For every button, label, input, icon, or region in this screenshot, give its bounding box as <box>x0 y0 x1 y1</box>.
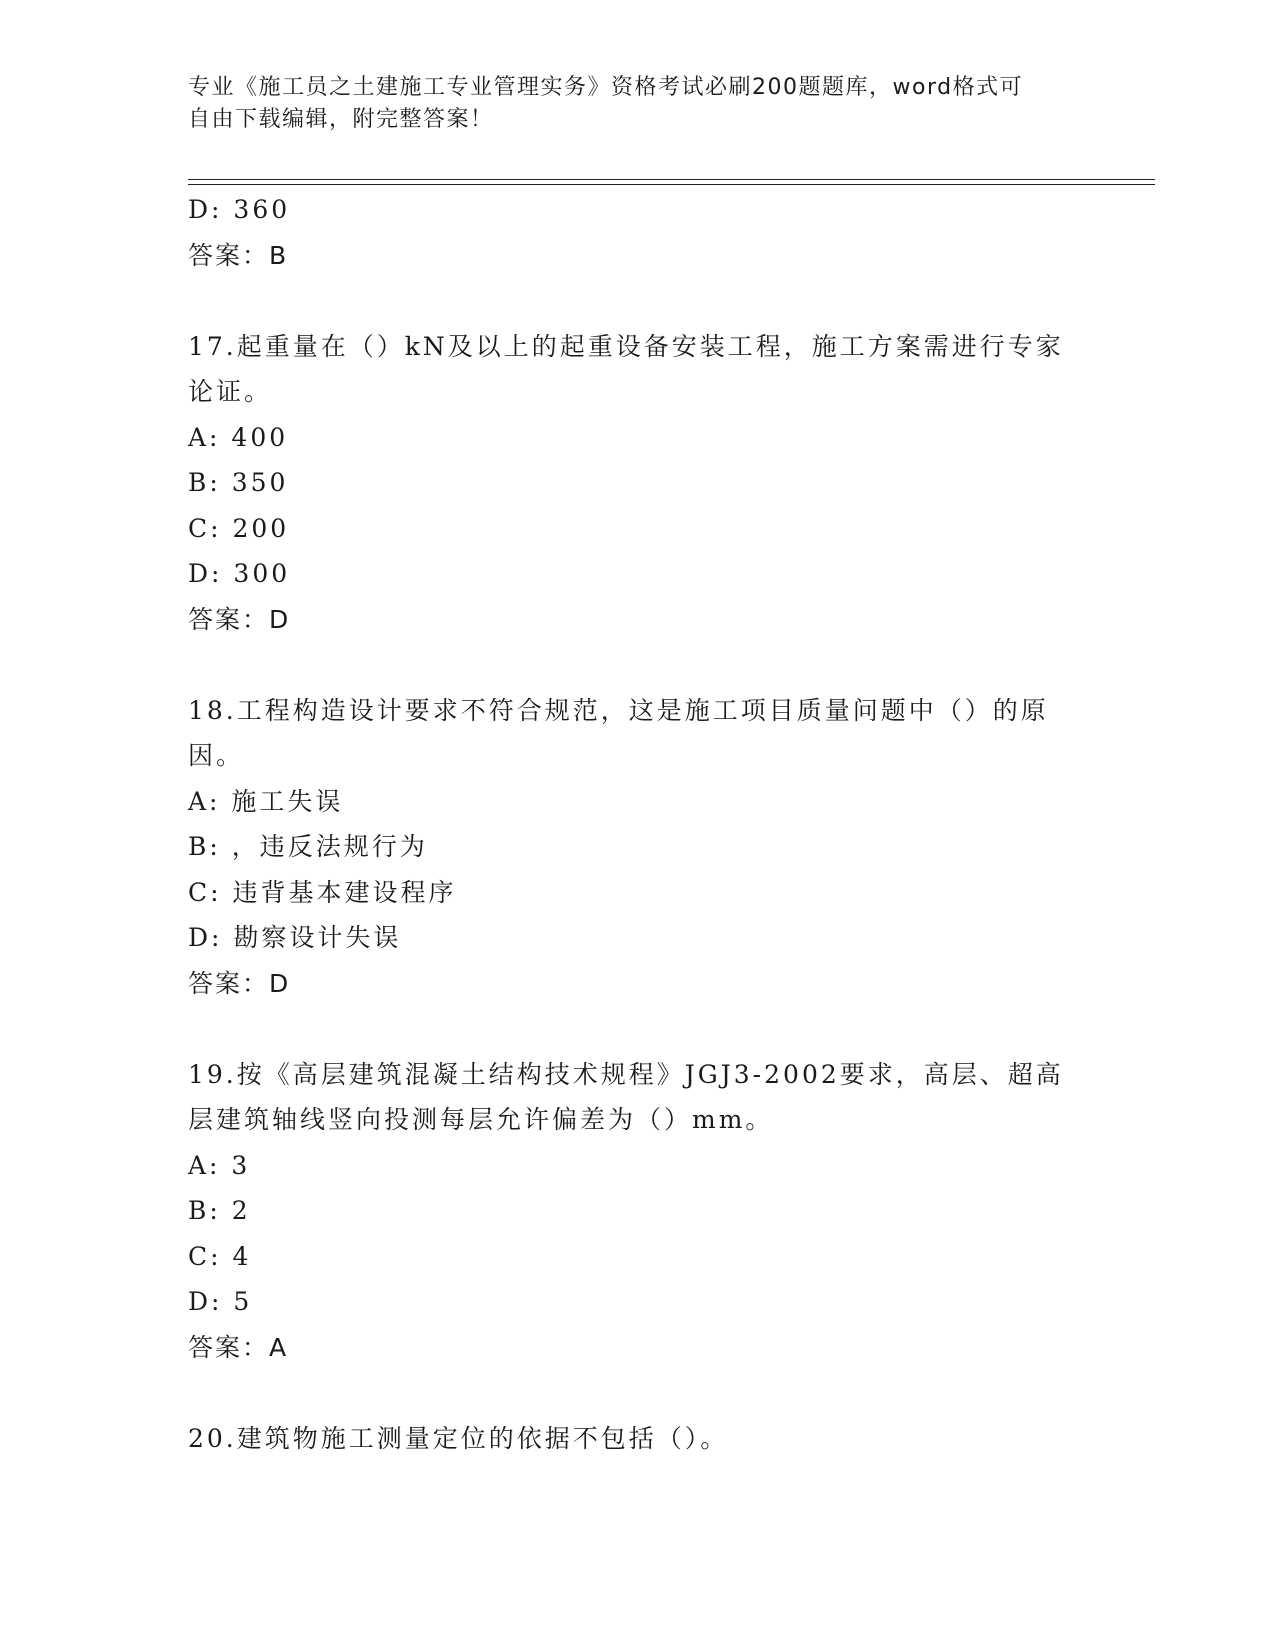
option-a: A: 3 <box>188 1150 251 1180</box>
option-d: D: 360 <box>188 195 291 224</box>
document-body <box>188 187 1088 1461</box>
answer-line: 答案：D <box>188 604 291 634</box>
answer-line: 答案：A <box>188 1332 289 1362</box>
question-text-line-2: 层建筑轴线竖向投测每层允许偏差为（）mm。 <box>188 1105 774 1134</box>
option-a: A: 施工失误 <box>188 786 344 816</box>
option-d: D: 5 <box>188 1287 253 1316</box>
question-20 <box>188 1416 1088 1462</box>
option-c: C: 违背基本建设程序 <box>188 877 457 907</box>
header-rule-top <box>188 179 1155 180</box>
question-text-line-2: 因。 <box>188 741 245 770</box>
option-b: B: 2 <box>188 1196 251 1225</box>
question-text-line-1: 18.工程构造设计要求不符合规范，这是施工项目质量问题中（）的原 <box>188 695 1049 725</box>
option-d: D: 勘察设计失误 <box>188 923 402 952</box>
option-d: D: 300 <box>188 559 291 588</box>
answer-line: 答案：B <box>188 240 289 270</box>
answer-line: 答案：D <box>188 968 291 998</box>
question-text-line-1: 20.建筑物施工测量定位的依据不包括（）。 <box>188 1423 729 1453</box>
question-text-line-1: 19.按《高层建筑混凝土结构技术规程》JGJ3-2002要求，高层、超高 <box>188 1059 1064 1089</box>
question-17 <box>188 324 1088 643</box>
option-c: C: 200 <box>188 513 290 543</box>
question-text-line-2: 论证。 <box>188 377 273 406</box>
option-b: B: ，违反法规行为 <box>188 832 428 861</box>
option-a: A: 400 <box>188 422 289 452</box>
previous-question-tail <box>188 187 1088 278</box>
question-text-line-1: 17.起重量在（）kN及以上的起重设备安装工程，施工方案需进行专家 <box>188 331 1064 361</box>
question-18 <box>188 688 1088 1007</box>
option-c: C: 4 <box>188 1241 252 1271</box>
document-header <box>188 72 1068 136</box>
header-line-2: 自由下载编辑，附完整答案！ <box>188 107 494 132</box>
option-b: B: 350 <box>188 468 289 497</box>
header-line-1: 专业《施工员之土建施工专业管理实务》资格考试必刷200题题库，word格式可 <box>188 75 1024 100</box>
header-rule-bottom <box>188 184 1155 185</box>
question-19 <box>188 1052 1088 1371</box>
